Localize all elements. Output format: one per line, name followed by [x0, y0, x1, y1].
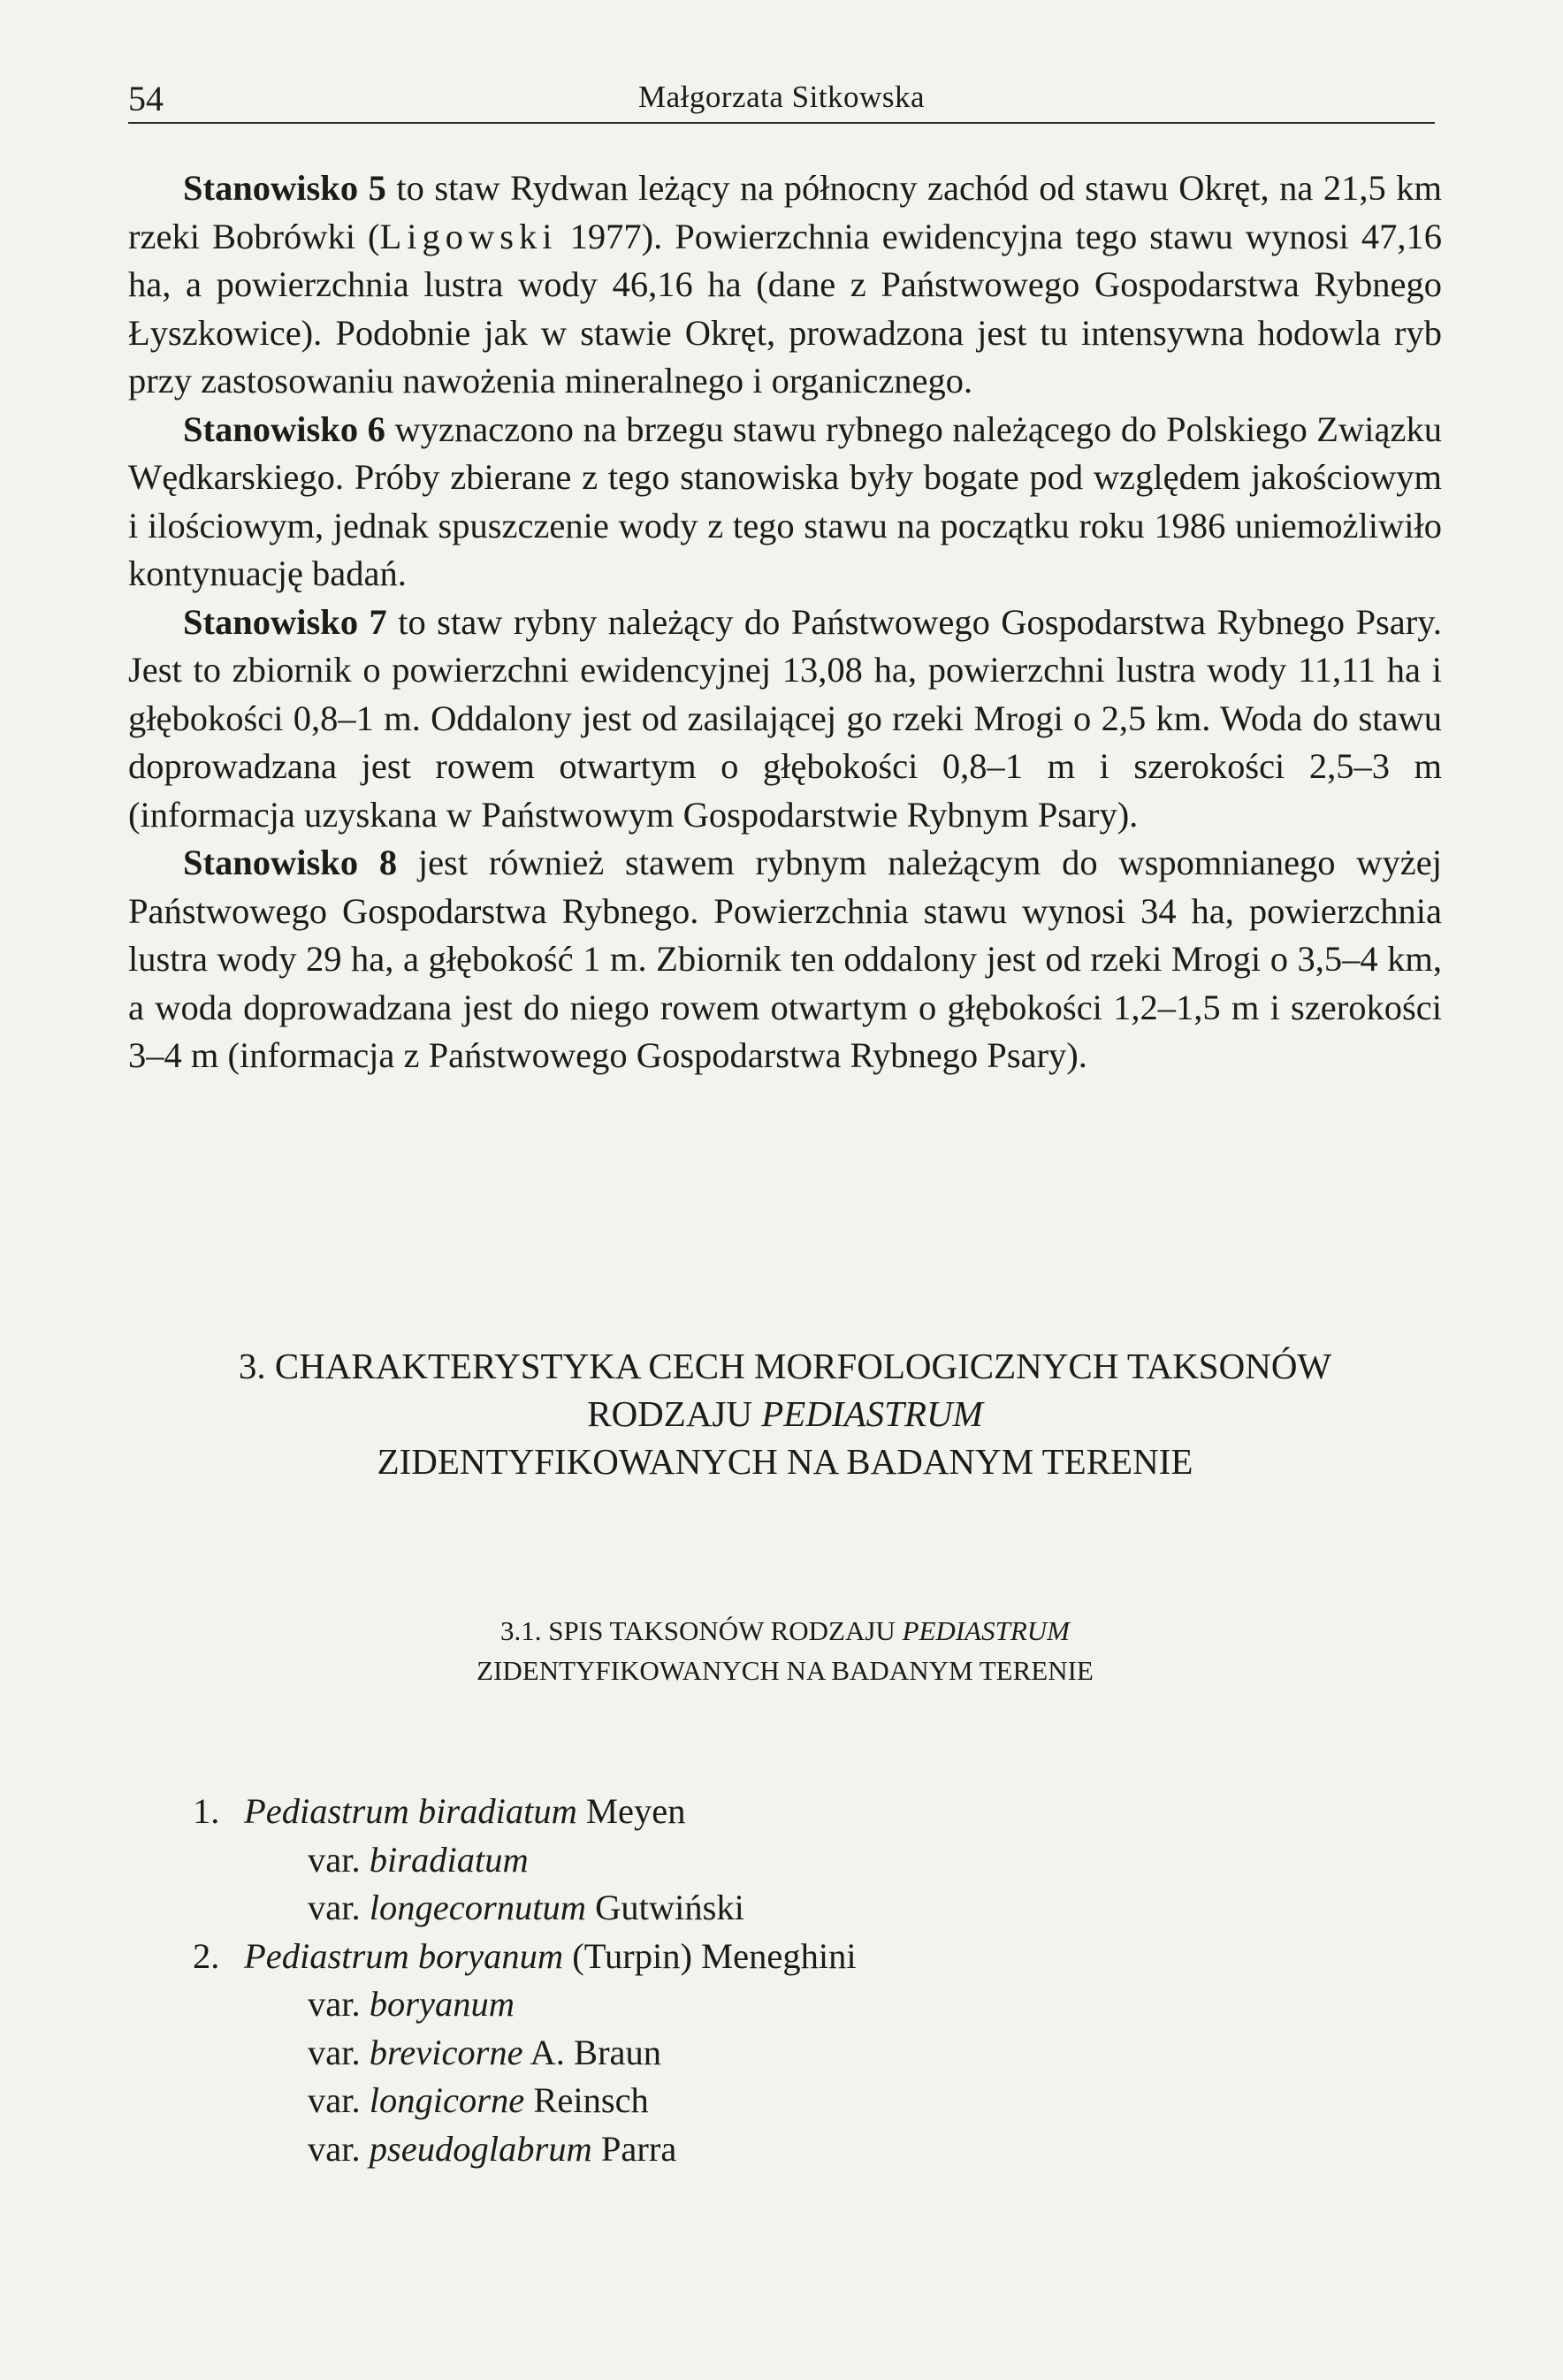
genus-name: PEDIASTRUM [902, 1615, 1070, 1646]
taxon-number: 1. [193, 1791, 220, 1831]
section-heading-line [128, 1611, 1442, 1651]
body-text [128, 164, 1442, 1080]
variety-prefix: var. [308, 2128, 370, 2169]
variety-name: biradiatum [369, 1839, 529, 1880]
site-label: Stanowisko 8 [183, 843, 398, 882]
citation-author: Ligowski [379, 216, 558, 256]
variety-prefix: var. [308, 2080, 370, 2120]
taxon-name: Pediastrum boryanum [244, 1935, 564, 1976]
paragraph-stanowisko-5 [128, 164, 1442, 406]
variety-author: Parra [591, 2128, 677, 2169]
variety-prefix: var. [308, 1839, 370, 1880]
paragraph-stanowisko-8 [128, 839, 1442, 1080]
running-head-author: Małgorzata Sitkowska [638, 80, 925, 114]
variety-entry [193, 1836, 857, 1885]
section-heading [128, 1611, 1442, 1690]
variety-prefix: var. [308, 2032, 370, 2072]
variety-name: longicorne [369, 2080, 525, 2120]
chapter-heading-text: RODZAJU [587, 1393, 762, 1434]
chapter-heading-line: 3. CHARAKTERYSTYKA CECH MORFOLOGICZNYCH TAKSONÓW [238, 1346, 1332, 1386]
taxon-entry [193, 1788, 857, 1836]
paragraph-stanowisko-7 [128, 599, 1442, 840]
variety-entry [193, 1980, 857, 2029]
chapter-heading [128, 1342, 1442, 1485]
variety-name: longecornutum [369, 1888, 586, 1927]
taxon-author: Meyen [576, 1791, 686, 1831]
paragraph-text: to staw Rydwan leżący na północny zachód od stawu Okręt, na 21,5 km rzeki Bobrówki ( [128, 168, 1442, 256]
paragraph-text: wyznaczono na brzegu stawu rybnego należącego do Polskiego Związku Wędkarskiego. Próby zbierane z tego stanowiska były bogate pod względem jakościowym i ilościowym, jednak spuszczenie wody z tego stawu na początku roku 1986 uniemożliwiło kontynuację badań. [128, 408, 1442, 593]
variety-prefix: var. [308, 1984, 370, 2024]
section-heading-line: ZIDENTYFIKOWANYCH NA BADANYM TERENIE [477, 1655, 1094, 1686]
variety-author: Reinsch [524, 2080, 649, 2120]
taxon-entry [193, 1933, 857, 1981]
taxa-list [193, 1788, 857, 2173]
variety-name: boryanum [369, 1984, 515, 2024]
variety-entry [193, 1884, 857, 1933]
variety-name: brevicorne [369, 2032, 523, 2072]
paragraph-text: to staw rybny należący do Państwowego Gospodarstwa Rybnego Psary. Jest to zbiornik o powierzchni ewidencyjnej 13,08 ha, powierzchni lustra wody 11,11 ha i głębokości 0,8–1 m. Oddalony jest od zasilającej go rzeki Mrogi o 2,5 km. Woda do stawu doprowadzana jest rowem otwartym o głębokości 0,8–1 m i szerokości 2,5–3 m (informacja uzyskana w Państwowym Gospodarstwie Rybnym Psary). [128, 601, 1442, 835]
site-label: Stanowisko 7 [183, 601, 387, 642]
genus-name: PEDIASTRUM [761, 1393, 983, 1434]
paragraph-text: 1977). Powierzchnia ewidencyjna tego stawu wynosi 47,16 ha, a powierzchnia lustra wody 46,16 ha (dane z Państwowego Gospodarstwa Rybnego Łyszkowice). Podobnie jak w stawie Okręt, prowadzona jest tu intensywna hodowla ryb przy zastosowaniu nawożenia mineralnego i organicznego. [128, 216, 1442, 400]
taxon-name: Pediastrum biradiatum [244, 1791, 577, 1831]
chapter-heading-line: ZIDENTYFIKOWANYCH NA BADANYM TERENIE [377, 1441, 1193, 1482]
variety-name: pseudoglabrum [369, 2128, 592, 2169]
variety-author: Gutwiński [585, 1888, 744, 1927]
paragraph-stanowisko-6 [128, 406, 1442, 599]
paragraph-text: jest również stawem rybnym należącym do wspomnianego wyżej Państwowego Gospodarstwa Rybnego. Powierzchnia stawu wynosi 34 ha, powierzchnia lustra wody 29 ha, a głębokość 1 m. Zbiornik ten oddalony jest od rzeki Mrogi o 3,5–4 km, a woda doprowadzana jest do niego rowem otwartym o głębokości 1,2–1,5 m i szerokości 3–4 m (informacja z Państwowego Gospodarstwa Rybnego Psary). [128, 843, 1442, 1075]
section-heading-text: 3.1. SPIS TAKSONÓW RODZAJU [500, 1615, 903, 1646]
page-header [128, 78, 1435, 124]
variety-entry [193, 2125, 857, 2174]
site-label: Stanowisko 6 [183, 408, 385, 449]
site-label: Stanowisko 5 [183, 168, 386, 208]
variety-entry [193, 2077, 857, 2125]
taxon-number: 2. [193, 1935, 220, 1976]
taxon-author: (Turpin) Meneghini [563, 1935, 857, 1976]
page-number: 54 [128, 79, 164, 118]
variety-author: A. Braun [522, 2032, 662, 2072]
variety-entry [193, 2029, 857, 2078]
variety-prefix: var. [308, 1888, 370, 1927]
chapter-heading-line [128, 1390, 1442, 1438]
